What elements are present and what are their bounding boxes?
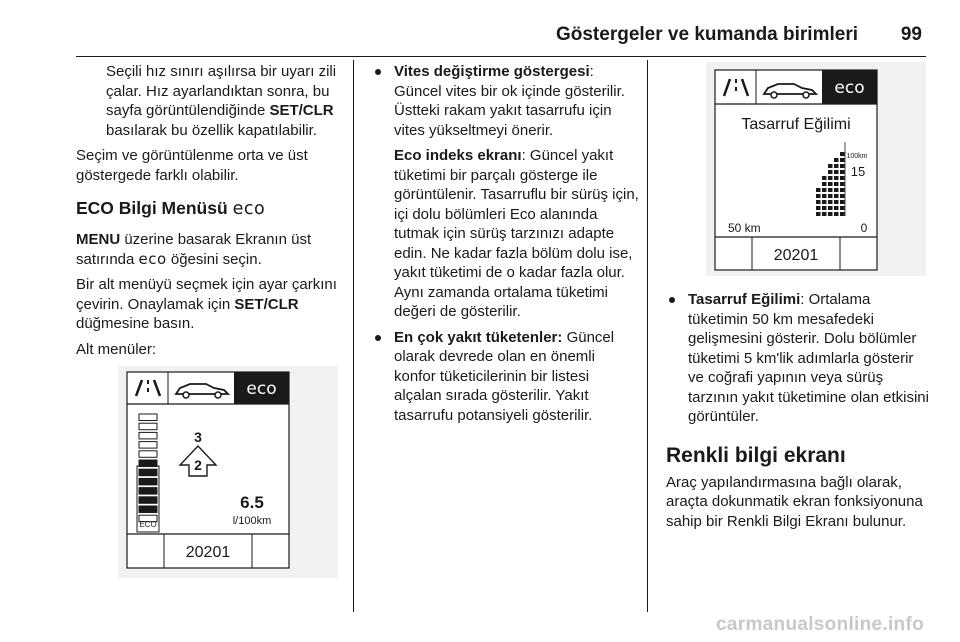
left-column <box>76 62 346 359</box>
shift-indicator-term: Vites değiştirme göstergesi <box>394 63 590 80</box>
display-figure-savings-trend <box>706 62 926 276</box>
trend-segment <box>828 176 833 180</box>
savings-trend-term: Tasarruf Eğilimi <box>688 291 801 308</box>
selection-note: Seçim ve görüntülenme orta ve üst göstergede farklı olabilir. <box>76 147 308 184</box>
consumption-unit: l/100km <box>232 515 272 527</box>
trend-segment <box>822 176 827 180</box>
bullet-icon <box>375 335 381 341</box>
trend-segment <box>828 188 833 192</box>
trend-segment <box>816 212 821 216</box>
trend-segment <box>840 188 845 192</box>
color-display-text: Araç yapılandırmasına bağlı olarak, araçta dokunmatik ekran fonksiyonuna sahip bir Renkli Bilgi Ekranı bulunur. <box>666 473 923 530</box>
trend-segment <box>822 212 827 216</box>
list-item: Tasarruf Eğilimi: Ortalama tüketimin 50 km mesafedeki gelişmesini gösterir. Dolu bölümler tüketimi 5 km'lik adımlarla gösterir ve coğrafi yapının veya sürüş tarzının yakıt tüketimine olan etkisini görüntüler. <box>666 290 931 427</box>
odometer-value: 20201 <box>773 247 819 264</box>
scale-unit: 100km <box>846 153 868 160</box>
list-item: En çok yakıt tüketenler: Güncel olarak devrede olan en önemli konfor tüketicilerinin bir listesi alçalan sırada gösterilir. Yakıt tasarrufu potansiyeli gösterilir. <box>372 328 640 426</box>
trend-segment <box>828 206 833 210</box>
eco-tab-icon: eco <box>834 78 865 98</box>
trend-segment <box>840 152 845 156</box>
trend-segment <box>834 164 839 168</box>
trend-segment <box>834 182 839 186</box>
trend-segment <box>822 188 827 192</box>
trend-segment <box>840 212 845 216</box>
eco-index-term: Eco indeks ekranı <box>394 147 522 164</box>
trend-segment <box>828 164 833 168</box>
eco-index-segment <box>139 451 157 458</box>
consumption-value: 6.5 <box>240 493 264 512</box>
eco-bar-label: ECO <box>139 520 157 529</box>
page-title: Göstergeler ve kumanda birimleri <box>555 24 858 45</box>
trend-segment <box>840 158 845 162</box>
eco-icon: eco <box>232 199 266 219</box>
scale-value: 15 <box>850 164 866 179</box>
trend-segment <box>822 194 827 198</box>
watermark: carmanualsonline.info <box>716 614 924 635</box>
trend-segment <box>834 170 839 174</box>
odometer-value: 20201 <box>185 544 231 561</box>
trend-segment <box>834 212 839 216</box>
bullet-icon <box>669 297 675 303</box>
eco-index-segment <box>139 469 157 476</box>
top-consumers-term: En çok yakıt tüketenler: <box>394 328 563 346</box>
header-rule <box>76 56 926 57</box>
shift-indicator-display <box>118 366 338 578</box>
trend-segment <box>816 206 821 210</box>
trend-segment <box>840 176 845 180</box>
display-figure-shift-indicator <box>118 366 338 578</box>
trend-segment <box>822 200 827 204</box>
trend-segment <box>816 200 821 204</box>
right-column <box>666 290 931 531</box>
eco-index-segment <box>139 414 157 421</box>
page-number: 99 <box>900 24 922 45</box>
eco-index-segment <box>139 497 157 504</box>
trend-title: Tasarruf Eğilimi <box>741 116 851 133</box>
trend-segment <box>840 200 845 204</box>
distance-label: 50 km <box>728 221 761 235</box>
eco-index-segment <box>139 478 157 485</box>
speed-warning-text: Seçili hız sınırı aşılırsa bir uyarı zili çalar. Hız ayarlandıktan sonra, bu sayfa görüntülendiğinde SET/CLR basılarak bu özellik kapatılabilir. <box>106 63 337 139</box>
eco-index-segment <box>139 432 157 439</box>
trend-segment <box>822 206 827 210</box>
menu-instruction: MENU üzerine basarak Ekranın üst satırında eco öğesini seçin. <box>76 231 312 268</box>
trend-segment <box>840 164 845 168</box>
trend-segment <box>828 212 833 216</box>
submenus-label: Alt menüler: <box>76 340 157 358</box>
trend-segment <box>834 194 839 198</box>
trend-segment <box>828 170 833 174</box>
trend-segment <box>834 188 839 192</box>
trend-segment <box>828 194 833 198</box>
list-item: Vites değiştirme göstergesi: Güncel vites bir ok içinde gösterilir. Üstteki rakam yakıt tasarrufu için vites yükseltmeyi önerir. Eco indeks ekranı: Güncel yakıt tüketimi bir parçalı gösterge ile görüntülenir. Tasarruflu bir sürüş için, içi dolu bölümleri Eco alanında tutmak için sürüş tarzınızı adapte edin. Ne kadar fazla bölüm dolu ise, yakıt tüketimi de o kadar fazla olur. Aynı zamanda ortalama tüketimi değeri de gösterilir. <box>372 62 640 322</box>
eco-icon-inline: eco <box>138 249 167 268</box>
bullet-icon <box>375 69 381 75</box>
trend-segment <box>834 200 839 204</box>
middle-column <box>372 62 640 425</box>
eco-menu-heading: ECO Bilgi Menüsü eco <box>76 198 266 219</box>
savings-trend-display <box>706 62 926 276</box>
trend-segment <box>840 206 845 210</box>
eco-index-segment <box>139 488 157 495</box>
trend-segment <box>840 170 845 174</box>
current-gear: 2 <box>194 457 202 473</box>
column-divider-right <box>647 60 648 612</box>
distance-zero-label: 0 <box>860 221 868 235</box>
eco-tab-icon: eco <box>246 379 277 399</box>
trend-segment <box>816 194 821 198</box>
trend-segment <box>828 182 833 186</box>
column-divider-left <box>353 60 354 612</box>
trend-segment <box>816 188 821 192</box>
trend-segment <box>834 158 839 162</box>
submenu-instruction: Bir alt menüyü seçmek için ayar çarkını çevirin. Onaylamak için SET/CLR düğmesine basın. <box>76 276 337 332</box>
trend-segment <box>828 200 833 204</box>
trend-segment <box>840 182 845 186</box>
page-header <box>0 0 960 60</box>
trend-segment <box>834 176 839 180</box>
trend-segment <box>840 194 845 198</box>
eco-index-segment <box>139 423 157 430</box>
color-display-heading: Renkli bilgi ekranı <box>666 443 846 467</box>
recommended-gear: 3 <box>194 429 202 445</box>
trend-segment <box>822 182 827 186</box>
trend-segment <box>834 206 839 210</box>
eco-index-segment <box>139 506 157 513</box>
eco-index-segment <box>139 442 157 449</box>
